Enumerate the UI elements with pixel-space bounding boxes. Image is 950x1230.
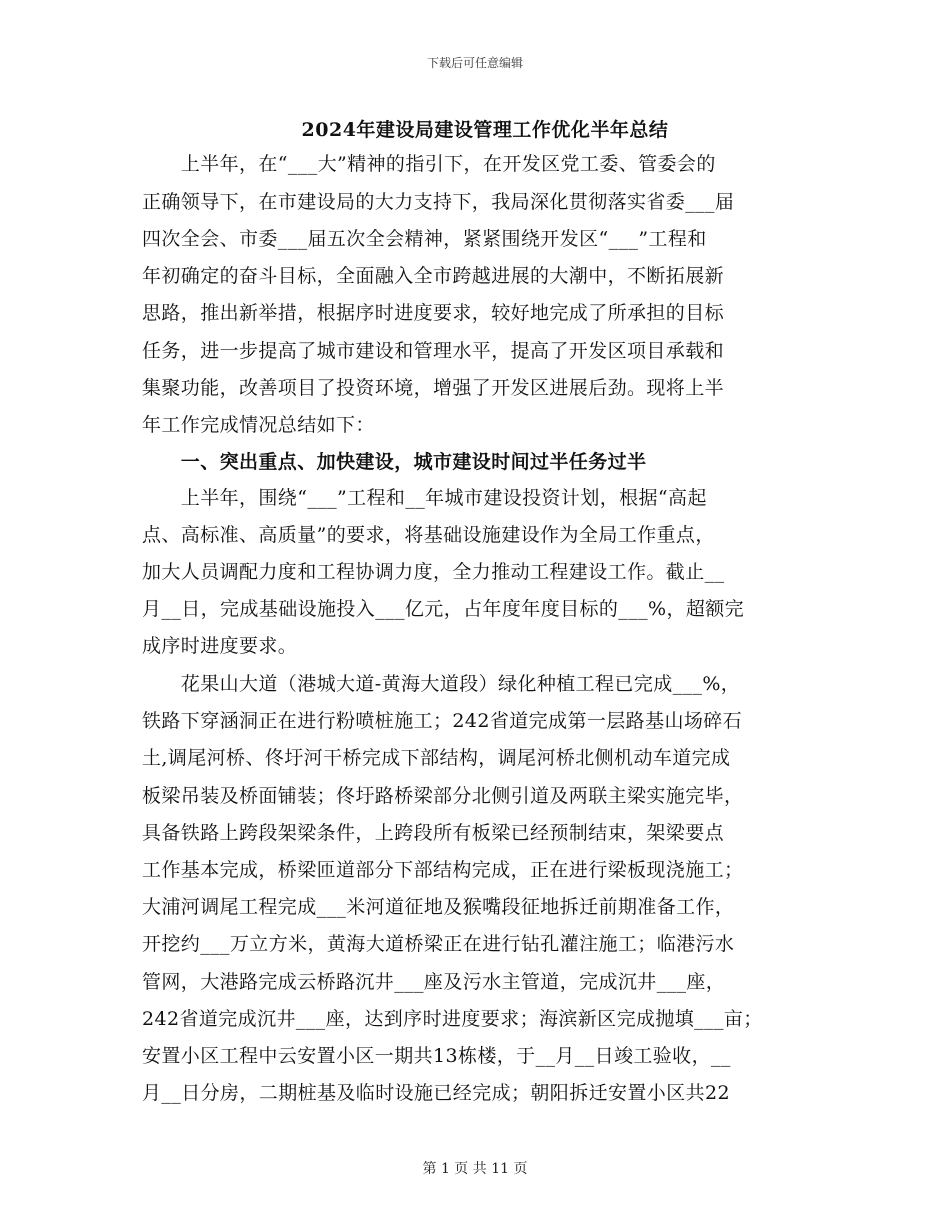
paragraph-line: 思路，推出新举措，根据序时进度要求，较好地完成了所承担的目标 (142, 302, 725, 324)
paragraph-line: 铁路下穿涵洞正在进行粉喷桩施工；242省道完成第一层路基山场碎石 (142, 710, 743, 732)
paragraph-line: 管网，大港路完成云桥路沉井___座及污水主管道，完成沉井___座， (142, 971, 726, 993)
paragraph-line: 上半年，在“___大”精神的指引下，在开发区党工委、管委会的 (142, 153, 716, 175)
document-title: 2024年建设局建设管理工作优化半年总结 (301, 119, 669, 141)
section-heading: 一、突出重点、加快建设，城市建设时间过半任务过半 (142, 451, 647, 473)
paragraph-line: 任务，进一步提高了城市建设和管理水平，提高了开发区项目承载和 (142, 340, 725, 362)
header-note: 下载后可任意编辑 (426, 56, 523, 70)
paragraph-line: 板梁吊装及桥面铺装；佟圩路桥梁部分北侧引道及两联主梁实施完毕， (142, 785, 744, 807)
paragraph-line: 成序时进度要求。 (142, 635, 298, 657)
paragraph-line: 具备铁路上跨段架梁条件，上跨段所有板梁已经预制结束，架梁要点 (142, 822, 725, 844)
page-number-footer: 第 1 页 共 11 页 (422, 1161, 528, 1177)
paragraph-line: 开挖约___万立方米，黄海大道桥梁正在进行钻孔灌注施工；临港污水 (142, 933, 735, 955)
paragraph-line: 加大人员调配力度和工程协调力度，全力推动工程建设工作。截止__ (142, 561, 725, 583)
paragraph-line: 四次全会、市委___届五次全会精神，紧紧围绕开发区“___”工程和 (142, 228, 707, 250)
paragraph-line: 花果山大道（港城大道-黄海大道段）绿化种植工程已完成___%， (142, 673, 741, 695)
paragraph-line: 月__日分房，二期桩基及临时设施已经完成；朝阳拆迁安置小区共22 (142, 1082, 730, 1104)
paragraph-line: 工作基本完成，桥梁匝道部分下部结构完成，正在进行梁板现浇施工； (142, 859, 744, 881)
paragraph-line: 点、高标准、高质量”的要求，将基础设施建设作为全局工作重点， (142, 524, 715, 546)
paragraph-line: 年工作完成情况总结如下： (142, 414, 375, 436)
paragraph-line: 大浦河调尾工程完成___米河道征地及猴嘴段征地拆迁前期准备工作， (142, 896, 735, 918)
paragraph-line: 安置小区工程中云安置小区一期共13栋楼，于__月__日竣工验收，__ (142, 1045, 731, 1067)
paragraph-line: 242省道完成沉井___座，达到序时进度要求；海滨新区完成抛填___亩； (142, 1008, 763, 1030)
paragraph-line: 土,调尾河桥、佟圩河干桥完成下部结构，调尾河桥北侧机动车道完成 (142, 747, 731, 769)
paragraph-line: 月__日，完成基础设施投入___亿元，占年度年度目标的___%，超额完 (142, 598, 745, 620)
paragraph-line: 年初确定的奋斗目标，全面融入全市跨越进展的大潮中，不断拓展新 (142, 265, 725, 287)
paragraph-line: 集聚功能，改善项目了投资环境，增强了开发区进展后劲。现将上半 (142, 377, 725, 399)
paragraph-line: 上半年，围绕“___”工程和__年城市建设投资计划，根据“高起 (142, 487, 707, 509)
paragraph-line: 正确领导下，在市建设局的大力支持下，我局深化贯彻落实省委___届 (142, 191, 735, 213)
